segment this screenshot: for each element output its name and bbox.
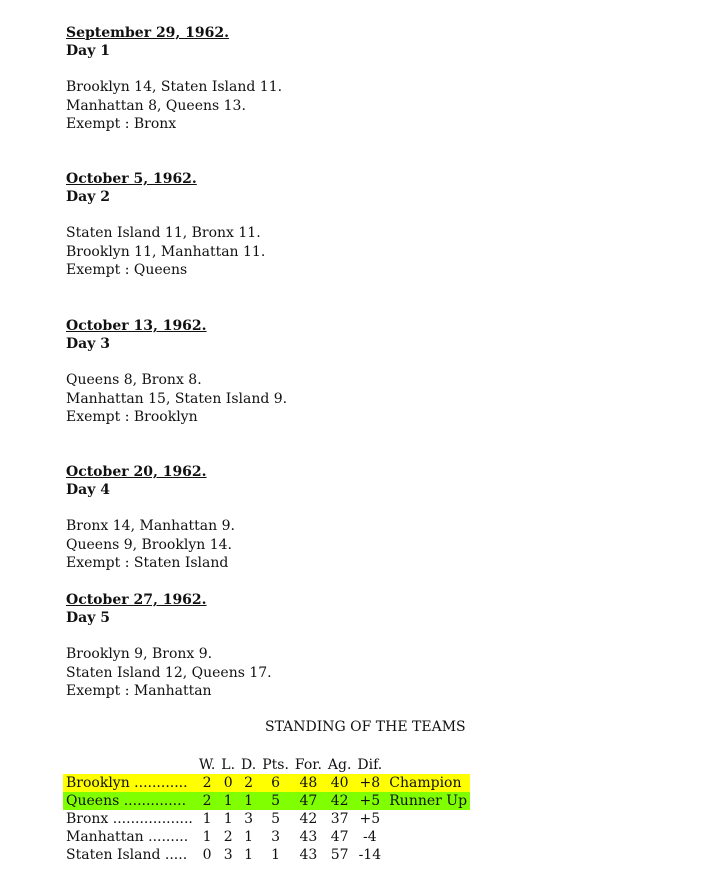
team-name: Queens ..............: [63, 792, 196, 810]
day-4-date: October 20, 1962.: [66, 464, 207, 480]
points: 6: [259, 774, 292, 792]
header-ag: Ag.: [327, 757, 352, 773]
losses: 1: [218, 792, 238, 810]
points-for: 47: [292, 792, 325, 810]
table-row: [63, 774, 470, 792]
header-dif: Dif.: [357, 757, 383, 773]
day-5-game-1: Brooklyn 9, Bronx 9.: [66, 646, 213, 662]
day-3-exempt: Exempt : Brooklyn: [66, 409, 198, 425]
points-against: 42: [325, 792, 355, 810]
losses: 3: [223, 847, 233, 863]
day-2-game-1: Staten Island 11, Bronx 11.: [66, 225, 261, 241]
points-for: 48: [292, 774, 325, 792]
header-for: For.: [294, 757, 322, 773]
day-2-block: [66, 170, 265, 280]
draws: 3: [244, 811, 254, 827]
draws: 1: [238, 792, 259, 810]
losses: 0: [218, 774, 238, 792]
day-5-game-2: Staten Island 12, Queens 17.: [66, 664, 272, 681]
points-against: 47: [330, 829, 349, 845]
difference: -4: [363, 829, 377, 845]
day-4-exempt: Exempt : Staten Island: [66, 555, 229, 571]
table-row: [63, 828, 470, 846]
day-3-game-2: Manhattan 15, Staten Island 9.: [66, 390, 288, 407]
points-for: 43: [299, 847, 318, 863]
points-against: 57: [330, 847, 349, 863]
wins: 1: [202, 829, 212, 845]
day-4-label: Day 4: [66, 482, 110, 498]
wins: 2: [196, 792, 218, 810]
table-row: [63, 792, 470, 810]
losses: 2: [223, 829, 233, 845]
day-1-game-2: Manhattan 8, Queens 13.: [66, 97, 246, 114]
day-4-block: [66, 463, 235, 573]
day-1-block: [66, 24, 282, 134]
header-d: D.: [241, 757, 257, 773]
team-note: Runner Up: [385, 792, 470, 810]
table-row: [63, 810, 470, 828]
day-5-block: [66, 591, 272, 701]
points: 3: [271, 829, 281, 845]
points-for: 42: [299, 811, 318, 827]
day-2-exempt: Exempt : Queens: [66, 262, 188, 278]
points: 5: [259, 792, 292, 810]
day-3-label: Day 3: [66, 336, 110, 352]
draws: 2: [238, 774, 259, 792]
difference: +5: [359, 811, 381, 827]
day-4-game-2: Queens 9, Brooklyn 14.: [66, 536, 232, 553]
points: 1: [271, 847, 281, 863]
team-note: [385, 828, 470, 846]
header-pts: Pts.: [262, 757, 289, 773]
points-against: 40: [325, 774, 355, 792]
points-for: 43: [299, 829, 318, 845]
losses: 1: [223, 811, 233, 827]
team-name: Manhattan .........: [66, 829, 189, 845]
points-against: 37: [330, 811, 349, 827]
draws: 1: [244, 829, 254, 845]
team-note: Champion: [385, 774, 470, 792]
day-2-date: October 5, 1962.: [66, 171, 197, 187]
table-row: [63, 846, 470, 864]
day-2-game-2: Brooklyn 11, Manhattan 11.: [66, 243, 266, 260]
difference: +8: [354, 774, 385, 792]
day-5-date: October 27, 1962.: [66, 592, 207, 608]
day-4-game-1: Bronx 14, Manhattan 9.: [66, 518, 235, 534]
header-l: L.: [221, 757, 236, 773]
team-name: Staten Island .....: [66, 847, 188, 863]
day-3-date: October 13, 1962.: [66, 318, 207, 334]
wins: 0: [202, 847, 212, 863]
day-1-game-1: Brooklyn 14, Staten Island 11.: [66, 79, 283, 95]
day-2-label: Day 2: [66, 189, 110, 205]
team-name: Brooklyn ............: [63, 774, 196, 792]
day-1-exempt: Exempt : Bronx: [66, 116, 177, 132]
day-3-block: [66, 317, 287, 427]
team-note: [385, 810, 470, 828]
standing-title: STANDING OF THE TEAMS: [265, 719, 466, 735]
standing-header-row: [63, 756, 470, 774]
points: 5: [271, 811, 281, 827]
wins: 1: [202, 811, 212, 827]
day-3-game-1: Queens 8, Bronx 8.: [66, 372, 202, 388]
draws: 1: [244, 847, 254, 863]
team-name: Bronx ..................: [66, 811, 193, 827]
standing-table: [63, 756, 470, 864]
day-1-label: Day 1: [66, 43, 110, 59]
team-note: [385, 846, 470, 864]
day-5-label: Day 5: [66, 610, 110, 626]
wins: 2: [196, 774, 218, 792]
day-5-exempt: Exempt : Manhattan: [66, 683, 212, 699]
day-1-date: September 29, 1962.: [66, 25, 230, 41]
difference: +5: [354, 792, 385, 810]
difference: -14: [358, 847, 382, 863]
header-w: W.: [198, 757, 216, 773]
